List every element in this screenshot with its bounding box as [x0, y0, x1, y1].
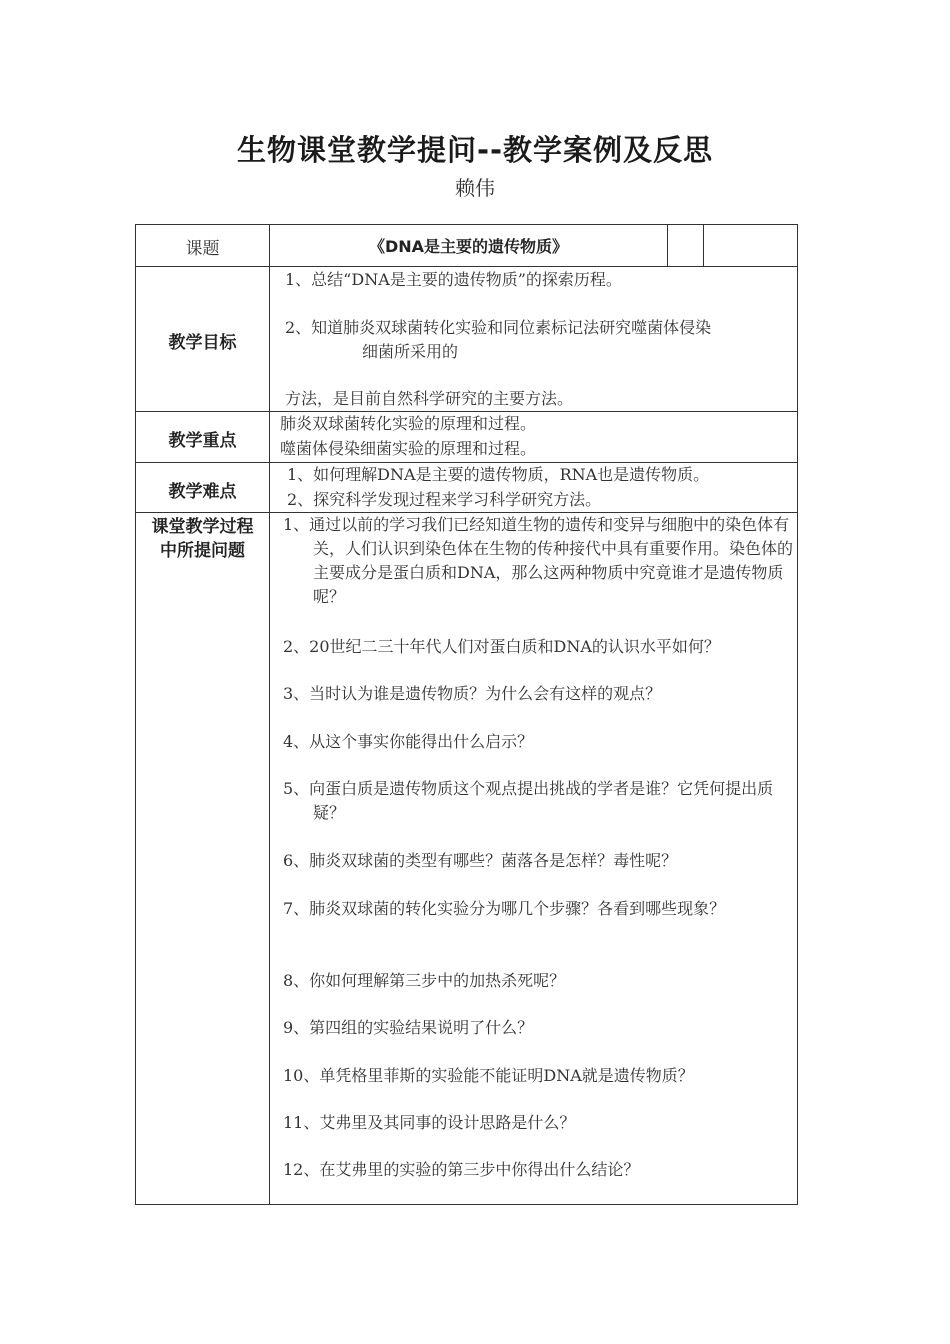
table-border-bottom — [135, 1204, 798, 1205]
question-item: 12、在艾弗里的实验的第三步中你得出什么结论？ — [283, 1160, 640, 1179]
goal-item: 2、知道肺炎双球菌转化实验和同位素标记法研究噬菌体侵染 — [285, 318, 712, 337]
column-divider — [667, 224, 668, 266]
question-item: 8、你如何理解第三步中的加热杀死呢？ — [283, 971, 566, 990]
question-item: 2、20世纪二三十年代人们对蛋白质和DNA的认识水平如何？ — [283, 637, 720, 656]
key-point-item: 肺炎双球菌转化实验的原理和过程。 — [280, 414, 537, 433]
author-name: 赖伟 — [455, 176, 495, 200]
questions-label-line: 中所提问题 — [160, 541, 245, 561]
difficulty-item: 2、探究科学发现过程来学习科学研究方法。 — [287, 490, 602, 509]
question-item: 10、单凭格里菲斯的实验能不能证明DNA就是遗传物质？ — [283, 1066, 694, 1085]
question-item: 3、当时认为谁是遗传物质？为什么会有这样的观点？ — [283, 684, 662, 703]
column-divider — [269, 224, 270, 1205]
difficulty-item: 1、如何理解DNA是主要的遗传物质，RNA也是遗传物质。 — [287, 465, 710, 484]
questions-label-line: 课堂教学过程 — [151, 517, 254, 537]
goal-item: 1、总结“DNA是主要的遗传物质”的探索历程。 — [285, 270, 622, 289]
goal-item-continued: 细菌所采用的 — [362, 342, 459, 361]
topic-value: 《DNA是主要的遗传物质》 — [368, 237, 569, 256]
key-point-item: 噬菌体侵染细菌实验的原理和过程。 — [280, 439, 537, 458]
question-item: 7、肺炎双球菌的转化实验分为哪几个步骤？各看到哪些现象？ — [283, 899, 726, 918]
table-border-left — [135, 224, 136, 1205]
difficulty-label: 教学难点 — [168, 482, 237, 502]
goal-item-continued: 方法，是目前自然科学研究的主要方法。 — [285, 389, 574, 408]
questions-label — [136, 515, 269, 563]
question-item: 11、艾弗里及其同事的设计思路是什么？ — [283, 1113, 576, 1132]
topic-label: 课题 — [185, 239, 220, 259]
question-item: 1、通过以前的学习我们已经知道生物的遗传和变异与细胞中的染色体有关，人们认识到染色体在生物的传种接代中具有重要作用。染色体的主要成分是蛋白质和DNA，那么这两种物质中究竟谁才是遗传物质呢？ — [283, 515, 794, 606]
goals-label: 教学目标 — [168, 333, 237, 353]
column-divider — [703, 224, 704, 266]
question-item: 6、肺炎双球菌的类型有哪些？菌落各是怎样？毒性呢？ — [283, 851, 678, 870]
table-border-right — [797, 224, 798, 1205]
question-item: 9、第四组的实验结果说明了什么？ — [283, 1018, 534, 1037]
document-title: 生物课堂教学提问--教学案例及反思 — [236, 133, 714, 167]
question-item: 4、从这个事实你能得出什么启示？ — [283, 732, 534, 751]
question-item: 5、向蛋白质是遗传物质这个观点提出挑战的学者是谁？它凭何提出质疑？ — [283, 779, 774, 822]
row-divider — [135, 266, 798, 267]
key-points-label: 教学重点 — [168, 431, 237, 451]
table-border-top — [135, 224, 798, 225]
